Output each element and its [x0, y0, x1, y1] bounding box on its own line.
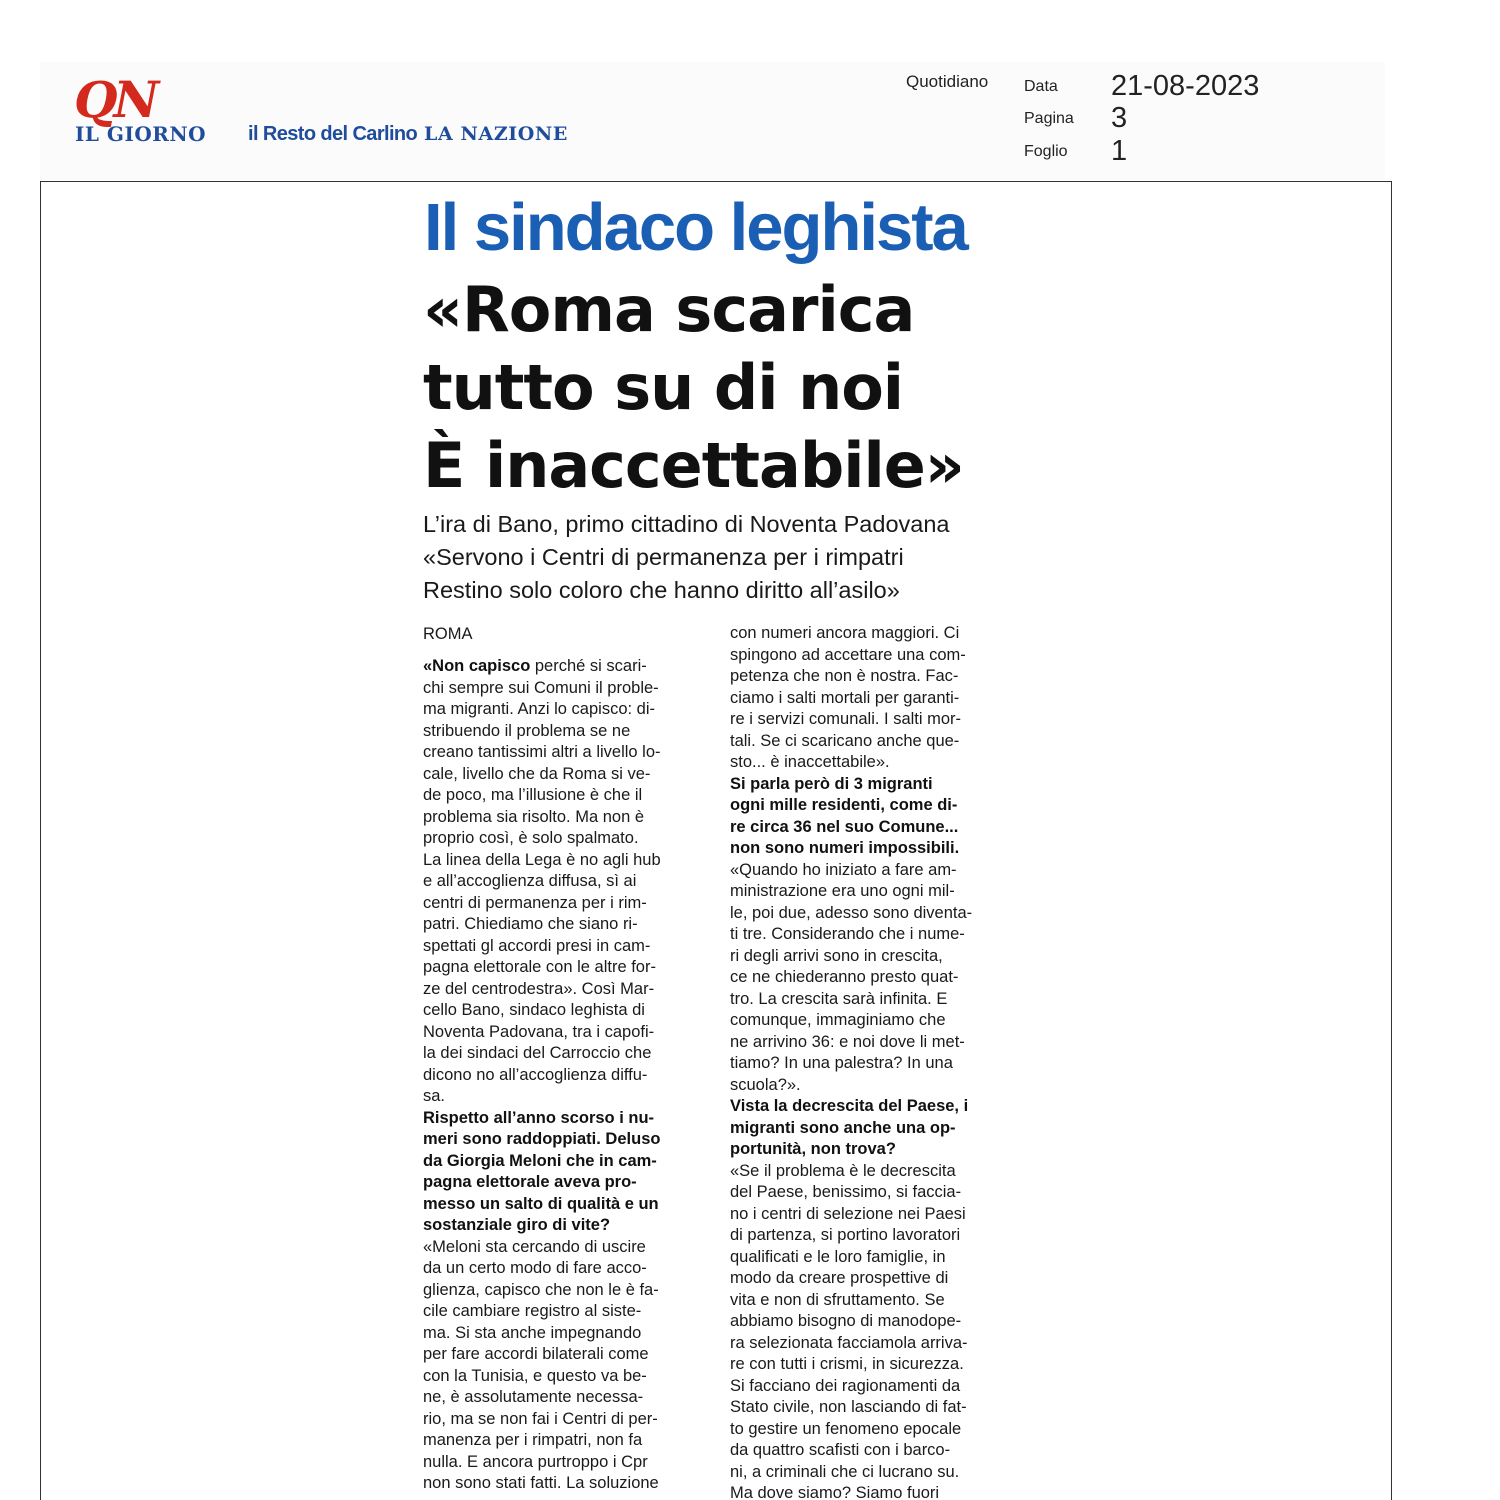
- dateline: ROMA: [423, 625, 473, 643]
- body-line: Rispetto all’anno scorso i nu-: [423, 1108, 655, 1127]
- body-line: ri degli arrivi sono in crescita,: [730, 946, 943, 965]
- body-line: ministrazione era uno ogni mil-: [730, 882, 955, 900]
- body-line: nulla. E ancora purtroppo i Cpr: [423, 1452, 648, 1471]
- body-line: re circa 36 nel suo Comune...: [730, 817, 959, 836]
- body-line: manenza per i rimpatri, non fa: [423, 1431, 643, 1449]
- body-line: da quattro scafisti con i barco-: [730, 1441, 951, 1459]
- meta-row-sheet: [1024, 135, 1324, 169]
- meta-value: 21-08-2023: [1111, 70, 1260, 102]
- meta-value: 3: [1111, 102, 1128, 134]
- body-line: «Quando ho iniziato a fare am-: [730, 860, 957, 879]
- body-line: sto... è inaccettabile».: [730, 753, 890, 771]
- publication-la-nazione: LA NAZIONE: [424, 123, 568, 145]
- body-line: re i servizi comunali. I salti mor-: [730, 710, 962, 728]
- body-line: da un certo modo di fare acco-: [423, 1259, 647, 1277]
- body-line: La linea della Lega è no agli hub: [423, 850, 661, 869]
- body-line: Si parla però di 3 migranti: [730, 774, 933, 793]
- qn-logo: QN: [74, 70, 156, 129]
- body-line: qualificati e le loro famiglie, in: [730, 1247, 946, 1266]
- body-line: cile cambiare registro al siste-: [423, 1302, 642, 1320]
- body-line: la dei sindaci del Carroccio che: [423, 1044, 652, 1062]
- body-line: centri di permanenza per i rim-: [423, 893, 647, 912]
- body-line: dicono no all’accoglienza diffu-: [423, 1065, 648, 1084]
- body-line: migranti sono anche una op-: [730, 1118, 956, 1137]
- meta-label: Pagina: [1024, 110, 1074, 127]
- body-line: patri. Chiediamo che siano ri-: [423, 915, 638, 933]
- body-line: spingono ad accettare una com-: [730, 645, 966, 664]
- body-line: «Meloni sta cercando di uscire: [423, 1237, 646, 1256]
- body-line: «Se il problema è le decrescita: [730, 1161, 956, 1180]
- body-line: ze del centrodestra». Così Mar-: [423, 979, 655, 998]
- meta-row-page: [1024, 102, 1324, 136]
- body-line: comunque, immaginiamo che: [730, 1011, 946, 1029]
- article-kicker: Il sindaco leghista: [424, 190, 967, 265]
- headline-line: È inaccettabile»: [423, 429, 964, 502]
- body-line: stribuendo il problema se ne: [423, 721, 631, 740]
- meta-value: 1: [1111, 135, 1128, 167]
- body-line: spettati gl accordi presi in cam-: [423, 936, 651, 955]
- subhead-line: Restino solo coloro che hanno diritto all’asilo»: [423, 577, 900, 603]
- body-line: pagna elettorale con le altre for-: [423, 958, 656, 976]
- body-line: ogni mille residenti, come di-: [730, 796, 958, 814]
- body-line: tiamo? In una palestra? In una: [730, 1054, 953, 1072]
- body-line: ma. Si sta anche impegnando: [423, 1323, 642, 1342]
- body-line: portunità, non trova?: [730, 1140, 896, 1158]
- body-line: creano tantissimi altri a livello lo-: [423, 743, 661, 761]
- meta-label: Data: [1024, 78, 1058, 95]
- body-line: ra selezionata facciamola arriva-: [730, 1333, 968, 1352]
- body-line: ciamo i salti mortali per garanti-: [730, 688, 960, 707]
- body-line: con la Tunisia, e questo va be-: [423, 1366, 647, 1385]
- body-line: modo da creare prospettive di: [730, 1269, 949, 1287]
- publication-type: Quotidiano: [906, 72, 989, 91]
- meta-label: Foglio: [1024, 143, 1068, 160]
- publication-resto-del-carlino: il Resto del Carlino: [248, 123, 418, 145]
- body-line: del Paese, benissimo, si faccia-: [730, 1183, 962, 1201]
- body-line: abbiamo bisogno di manodope-: [730, 1312, 962, 1330]
- body-line: Ma dove siamo? Siamo fuori: [730, 1484, 940, 1500]
- body-line: per fare accordi bilaterali come: [423, 1345, 649, 1363]
- body-line: no i centri di selezione nei Paesi: [730, 1204, 966, 1223]
- body-line: da Giorgia Meloni che in cam-: [423, 1151, 657, 1170]
- body-line: tali. Se ci scaricano anche que-: [730, 731, 960, 750]
- body-line: cello Bano, sindaco leghista di: [423, 1001, 645, 1019]
- body-line: ti tre. Considerando che i nume-: [730, 925, 965, 943]
- body-line: rio, ma se non fai i Centri di per-: [423, 1409, 658, 1428]
- body-line: pagna elettorale aveva pro-: [423, 1173, 637, 1191]
- body-line: ce ne chiederanno presto quat-: [730, 968, 959, 986]
- body-line: problema sia risolto. Ma non è: [423, 807, 645, 826]
- body-line: Stato civile, non lasciando di fat-: [730, 1398, 967, 1416]
- body-line: non sono numeri impossibili.: [730, 839, 960, 857]
- lead-in-rest: perché si scari-: [530, 657, 647, 675]
- body-line: chi sempre sui Comuni il proble-: [423, 678, 659, 697]
- headline-line: tutto su di noi: [423, 351, 904, 424]
- body-line: ne arrivino 36: e noi dove li met-: [730, 1032, 965, 1051]
- publication-il-giorno: IL GIORNO: [75, 122, 207, 146]
- headline-line: «Roma scarica: [423, 273, 915, 346]
- body-line: proprio così, è solo spalmato.: [423, 829, 639, 847]
- body-line: messo un salto di qualità e un: [423, 1194, 659, 1213]
- body-line: [423, 656, 647, 678]
- body-line: ma migranti. Anzi lo capisco: di-: [423, 700, 656, 718]
- body-line: de poco, ma l’illusione è che il: [423, 786, 643, 804]
- subhead-line: L’ira di Bano, primo cittadino di Noventa Padovana: [423, 511, 950, 537]
- body-line: petenza che non è nostra. Fac-: [730, 667, 959, 685]
- body-line: sostanziale giro di vite?: [423, 1216, 611, 1234]
- body-line: Noventa Padovana, tra i capofi-: [423, 1022, 655, 1041]
- body-line: con numeri ancora maggiori. Ci: [730, 624, 960, 642]
- lead-in-bold: «Non capisco: [423, 657, 531, 675]
- body-line: meri sono raddoppiati. Deluso: [423, 1130, 661, 1148]
- body-line: tro. La crescita sarà infinita. E: [730, 989, 948, 1008]
- body-line: ni, a criminali che ci lucrano su.: [730, 1462, 960, 1481]
- body-line: to gestire un fenomeno epocale: [730, 1419, 962, 1438]
- body-line: scuola?».: [730, 1075, 801, 1094]
- subhead-line: «Servono i Centri di permanenza per i rimpatri: [423, 544, 904, 570]
- body-line: le, poi due, adesso sono diventa-: [730, 903, 973, 922]
- body-line: Vista la decrescita del Paese, i: [730, 1097, 969, 1115]
- body-line: di partenza, si portino lavoratori: [730, 1226, 961, 1244]
- body-line: ne, è assolutamente necessa-: [423, 1388, 644, 1406]
- body-line: glienza, capisco che non le è fa-: [423, 1280, 659, 1299]
- body-line: cale, livello che da Roma si ve-: [423, 764, 651, 783]
- body-line: sa.: [423, 1087, 446, 1105]
- meta-row-date: [1024, 70, 1324, 104]
- body-line: non sono stati fatti. La soluzione: [423, 1474, 659, 1492]
- body-line: e all’accoglienza diffusa, sì ai: [423, 872, 637, 890]
- body-line: re con tutti i crismi, in sicurezza.: [730, 1355, 964, 1373]
- body-line: vita e non di sfruttamento. Se: [730, 1290, 945, 1309]
- body-line: Si facciano dei ragionamenti da: [730, 1376, 961, 1395]
